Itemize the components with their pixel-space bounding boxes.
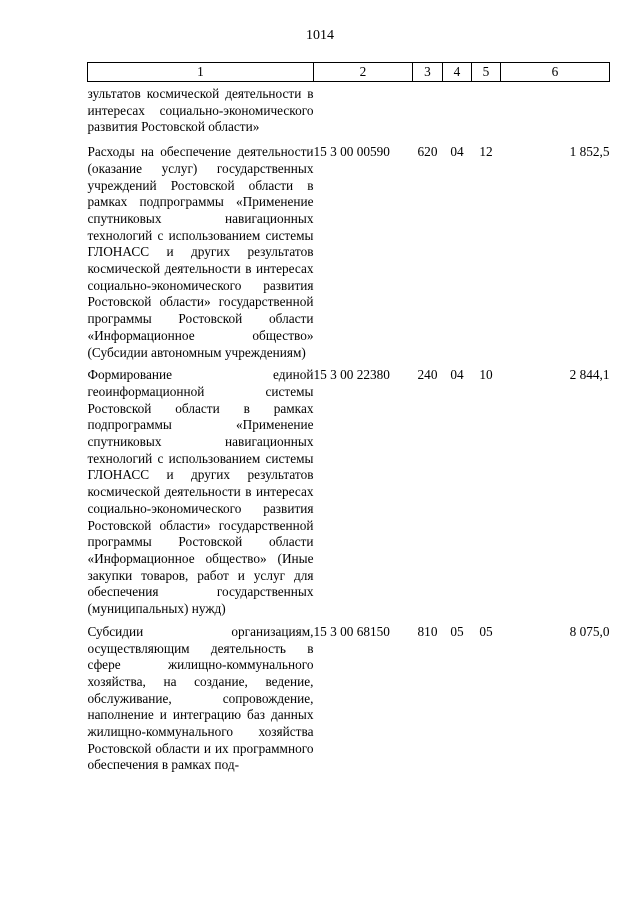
row-amount xyxy=(501,82,610,145)
row-target-code: 15 3 00 68150 xyxy=(313,623,390,639)
row-section xyxy=(443,82,472,145)
table-row xyxy=(88,624,610,780)
row-target-code: 15 3 00 22380 xyxy=(313,367,390,383)
row-subsection: 12 xyxy=(479,144,493,160)
row-target-code xyxy=(314,82,413,145)
table-row xyxy=(88,144,610,367)
page-number: 1014 xyxy=(306,28,334,43)
row-expense-type: 620 xyxy=(417,144,438,160)
row-description: зультатов космической деятельности в интересах социально-экономического развития Ростовской области» xyxy=(87,86,314,135)
row-description: Расходы на обеспечение деятельности (оказание услуг) государственных учреждений Ростовской области в рамках подпрограммы «Применение спутниковых навигационных технологий с использованием системы ГЛОНАСС и других результатов космической деятельности в интересах социально-экономического развития Ростовской области» государственной программы Ростовской области «Информационное общество» (Субсидии автономным учреждениям) xyxy=(87,144,314,360)
table-row xyxy=(88,367,610,624)
row-description: Формирование единой геоинформационной системы Ростовской области в рамках подпрограммы «Применение спутниковых навигационных технологий с использованием системы ГЛОНАСС и других результатов космической деятельности в интересах социально-экономического развития Ростовской области» государственной программы Ростовской области «Информационное общество» (Иные закупки товаров, работ и услуг для обеспечения государственных (муниципальных) нужд) xyxy=(87,367,314,617)
budget-table xyxy=(87,62,610,780)
row-subsection xyxy=(472,82,501,145)
table-row xyxy=(88,82,610,145)
row-target-code: 15 3 00 00590 xyxy=(313,144,390,160)
row-amount: 8 075,0 xyxy=(569,623,610,639)
column-header-6: 6 xyxy=(501,63,610,82)
column-header-3: 3 xyxy=(413,63,443,82)
row-amount: 1 852,5 xyxy=(569,144,610,160)
column-header-1: 1 xyxy=(88,63,314,82)
column-header-2: 2 xyxy=(314,63,413,82)
row-subsection: 10 xyxy=(479,367,493,383)
row-expense-type: 810 xyxy=(417,623,438,639)
row-section: 04 xyxy=(450,144,464,160)
row-section: 05 xyxy=(450,623,464,639)
row-subsection: 05 xyxy=(479,623,493,639)
row-description: Субсидии организациям, осуществляющим деятельность в сфере жилищно-коммунального хозяйства, на создание, ведение, обслуживание, сопровождение, наполнение и интеграцию баз данных жилищно-коммунального хозяйства Ростовской области и их программного обеспечения в рамках под- xyxy=(87,623,314,773)
row-section: 04 xyxy=(450,367,464,383)
table-header-row xyxy=(88,63,610,82)
column-header-5: 5 xyxy=(472,63,501,82)
row-expense-type: 240 xyxy=(417,367,438,383)
row-expense-type xyxy=(413,82,443,145)
column-header-4: 4 xyxy=(443,63,472,82)
row-amount: 2 844,1 xyxy=(569,367,610,383)
